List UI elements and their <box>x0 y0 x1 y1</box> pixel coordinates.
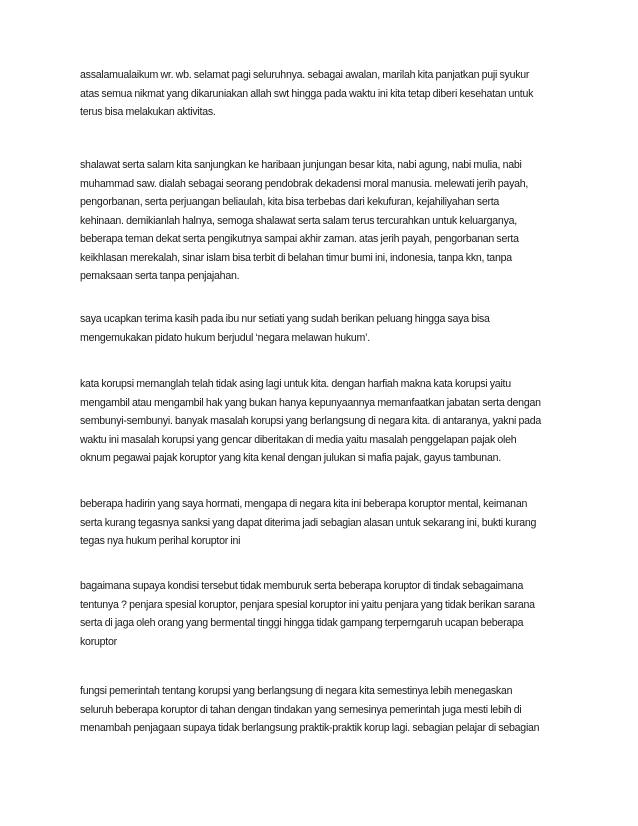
text-line: assalamualaikum wr. wb. selamat pagi seluruhnya. sebagai awalan, marilah kita panjatkan puji syukur <box>80 69 530 81</box>
text-line: seluruh beberapa koruptor di tahan dengan tindakan yang semesinya pemerintah juga mesti lebih di <box>80 703 522 716</box>
text-line: beberapa teman dekat serta pengikutnya sampai akhir zaman. atas jerih payah, pengorbanan serta <box>80 233 519 245</box>
text-line: atas semua nikmat yang dikaruniakan allah swt hingga pada waktu ini kita tetap diberi kesehatan untuk <box>80 87 534 100</box>
text-line: pengorbanan, serta perjuangan beliaulah, kita bisa terbebas dari kekufuran, kejahiliyahan serta <box>80 196 500 208</box>
text-line: waktu ini masalah korupsi yang gencar diberitakan di media yaitu masalah penggelapan pajak oleh <box>80 433 517 446</box>
paragraph-hadirin <box>80 495 570 551</box>
paragraph-thanks <box>80 310 570 347</box>
text-line: saya ucapkan terima kasih pada ibu nur setiati yang sudah berikan peluang hingga saya bisa <box>80 313 490 325</box>
paragraph-bagaimana <box>80 577 570 651</box>
text-line: kata korupsi memanglah telah tidak asing lagi untuk kita. dengan harfiah makna kata korupsi yaitu <box>80 378 511 390</box>
paragraph-opening-greeting <box>80 66 570 122</box>
text-line: serta di jaga oleh orang yang bermental tinggi hingga tidak gampang terperngaruh ucapan beberapa <box>80 617 524 629</box>
text-line: pemaksaan serta tanpa penjajahan. <box>80 270 240 282</box>
text-line: terus bisa melakukan aktivitas. <box>80 106 216 118</box>
text-line: keikhlasan merekalah, sinar islam bisa terbit di belahan timur bumi ini, indonesia, tanpa kkn, tanpa <box>80 251 512 264</box>
text-line: mengemukakan pidato hukum berjudul ‘negara melawan hukum’. <box>80 331 370 344</box>
text-line: oknum pegawai pajak koruptor yang kita kenal dengan julukan si mafia pajak, gayus tambunan. <box>80 452 501 464</box>
paragraph-shalawat <box>80 156 570 286</box>
text-line: shalawat serta salam kita sanjungkan ke haribaan junjungan besar kita, nabi agung, nabi mulia, nabi <box>80 159 522 171</box>
paragraph-korupsi-definition <box>80 375 570 468</box>
text-line: beberapa hadirin yang saya hormati, mengapa di negara kita ini beberapa koruptor mental, keimanan <box>80 498 528 510</box>
text-line: sembunyi-sembunyi. banyak masalah korupsi yang berlangsung di negara kita. di antaranya, yakni pada <box>80 415 542 427</box>
text-line: mengambil atau mengambil hak yang bukan hanya kepunyaannya memanfaatkan jabatan serta dengan <box>80 396 541 409</box>
text-line: serta kurang tegasnya sanksi yang dapat diterima jadi sebagian alasan untuk sekarang ini, bukti kurang <box>80 516 537 529</box>
paragraph-fungsi-pemerintah <box>80 682 570 738</box>
text-line: fungsi pemerintah tentang korupsi yang berlangsung di negara kita semestinya lebih menegaskan <box>80 685 513 697</box>
text-line: koruptor <box>80 635 117 648</box>
text-line: menambah penjagaan supaya tidak berlangsung praktik-praktik korup lagi. sebagian pelajar di sebagian <box>80 722 540 734</box>
text-line: muhammad saw. dialah sebagai seorang pendobrak dekadensi moral manusia. melewati jerih payah, <box>80 177 529 190</box>
text-line: tegas nya hukum perihal koruptor ini <box>80 535 241 547</box>
text-line: kehinaan. demikianlah halnya, semoga shalawat serta salam terus tercurahkan untuk keluarganya, <box>80 214 517 227</box>
text-line: bagaimana supaya kondisi tersebut tidak memburuk serta beberapa koruptor di tindak sebagaimana <box>80 580 524 592</box>
text-line: tentunya ? penjara spesial koruptor, penjara spesial koruptor ini yaitu penjara yang tidak berikan sarana <box>80 598 535 611</box>
